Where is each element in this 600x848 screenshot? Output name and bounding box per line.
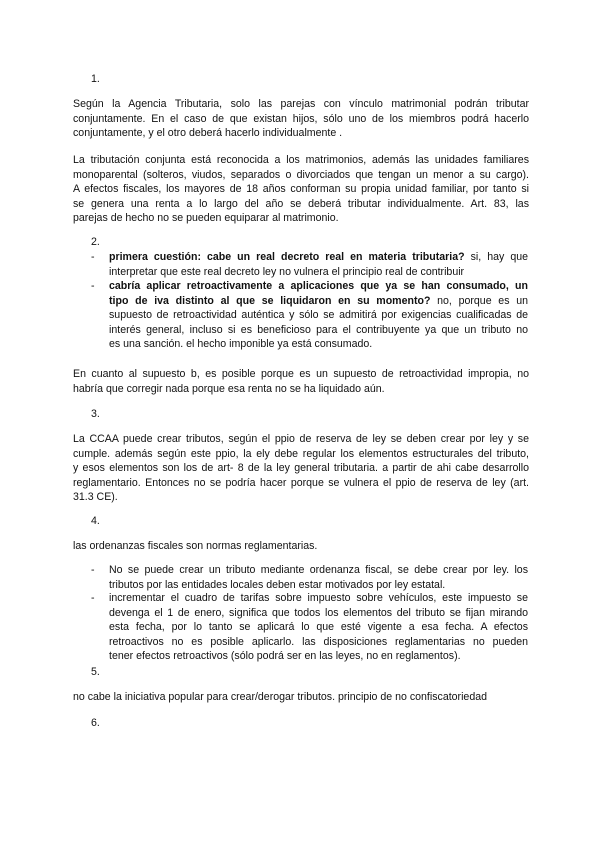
text-line: No se puede crear un tributo mediante ordenanza fiscal, se debe crear por ley. los	[109, 564, 528, 576]
paragraph-iniciativa-popular: no cabe la iniciativa popular para crear/derogar tributos. principio de no confiscatoriedad	[73, 691, 487, 703]
bullet-mark: -	[91, 564, 95, 576]
paragraph-ccaa	[73, 432, 529, 505]
text-line	[109, 294, 528, 309]
item-number-3: 3.	[91, 408, 100, 420]
bullet-retroactividad	[109, 279, 528, 352]
text-line: supuesto de retroactividad auténtica y sólo se admitirá por exigencias cualificadas de	[109, 309, 528, 322]
text-line: parejas de hecho no se pueden equiparar al matrimonio.	[73, 212, 339, 225]
text-line: La CCAA puede crear tributos, según el ppio de reserva de ley se deben crear por ley y se	[73, 433, 529, 445]
text-line: habría que corregir nada porque esa renta no se ha liquidado aún.	[73, 382, 385, 395]
text-line: devenga el 1 de enero, significa que todos los elementos del tributo se fijan mirando	[109, 606, 528, 619]
text-line: La tributación conjunta está reconocida a los matrimonios, además las unidades familiares	[73, 154, 529, 166]
text-line: retroactivos no es posible aplicarlo. las disposiciones reglamentarias no pueden	[109, 635, 528, 648]
paragraph-supuesto-b	[73, 367, 529, 396]
bullet-primera-cuestion	[109, 250, 528, 279]
item-number-6: 6.	[91, 717, 100, 729]
text-line: tributos por las entidades locales deben estar motivados por ley estatal.	[109, 578, 446, 591]
bullet-mark: -	[91, 251, 95, 263]
text-line: conjuntamente, y el otro deberá hacerlo individualmente .	[73, 127, 343, 140]
bullet-mark: -	[91, 592, 95, 604]
text-line: interés general, incluso si es beneficioso para el contribuyente ya que un tributo no	[109, 323, 528, 336]
paragraph-tributacion-conjunta	[73, 153, 529, 226]
text-line: A efectos fiscales, los mayores de 18 años conforman su propia unidad familiar, por tanto si	[73, 183, 529, 196]
text-line	[109, 250, 528, 265]
text-line: 31.3 CE).	[73, 491, 118, 504]
text-line: y esos elementos son los de art- 8 de la ley general tributaria. a partir de ahi cabe desarrollo	[73, 462, 529, 475]
paragraph-agencia-tributaria	[73, 97, 529, 141]
text-line: monoparental (solteros, viudos, separados o divorciados que tengan un menor a su cargo).	[73, 168, 529, 181]
item-number-2: 2.	[91, 236, 100, 248]
paragraph-ordenanzas: las ordenanzas fiscales son normas reglamentarias.	[73, 540, 318, 552]
bold-question: tipo de iva distinto al que se liquidaron en su momento?	[109, 294, 431, 307]
text-line: Según la Agencia Tributaria, solo las parejas con vínculo matrimonial podrán tributar	[73, 98, 529, 110]
text-line: tener efectos retroactivos (sólo podrá ser en las leyes, no en reglamentos).	[109, 650, 461, 663]
text-line: En cuanto al supuesto b, es posible porque es un supuesto de retroactividad impropia, no	[73, 368, 529, 380]
item-number-5: 5.	[91, 666, 100, 678]
text-line: esta fecha, por lo tanto se aplicará lo que esté vigente a esa fecha. A efectos	[109, 621, 528, 634]
text-line: interpretar que este real decreto ley no vulnera el principio real de contribuir	[109, 265, 465, 278]
bullet-ordenanza-fiscal	[109, 563, 528, 592]
bullet-mark: -	[91, 280, 95, 292]
bullet-cuadro-tarifas	[109, 591, 528, 664]
text-line: es una sanción. el hecho imponible ya está consumado.	[109, 338, 373, 351]
answer-text: no, porque es un	[430, 294, 528, 307]
item-number-4: 4.	[91, 515, 100, 527]
text-line: se genera una renta a lo largo del año se deberá tributar individualmente. Art. 83, las	[73, 197, 529, 210]
answer-text: si, hay que	[464, 251, 528, 263]
bold-question: cabría aplicar retroactivamente a aplicaciones que ya se han consumado, un	[109, 280, 528, 292]
text-line: cumple. además según este ppio, la ely debe regular los elementos estructurales del tributo,	[73, 447, 529, 460]
text-line: incrementar el cuadro de tarifas sobre impuesto sobre vehículos, este impuesto se	[109, 592, 528, 604]
text-line: conjuntamente. En el caso de que existan hijos, sólo uno de los miembros podrá hacerlo	[73, 112, 529, 125]
item-number-1: 1.	[91, 73, 100, 85]
bold-question: primera cuestión: cabe un real decreto real en materia tributaria?	[109, 251, 465, 263]
text-line: reglamentario. Entonces no se podría hacer porque se vulnera el ppio de reserva de ley (art.	[73, 476, 529, 489]
